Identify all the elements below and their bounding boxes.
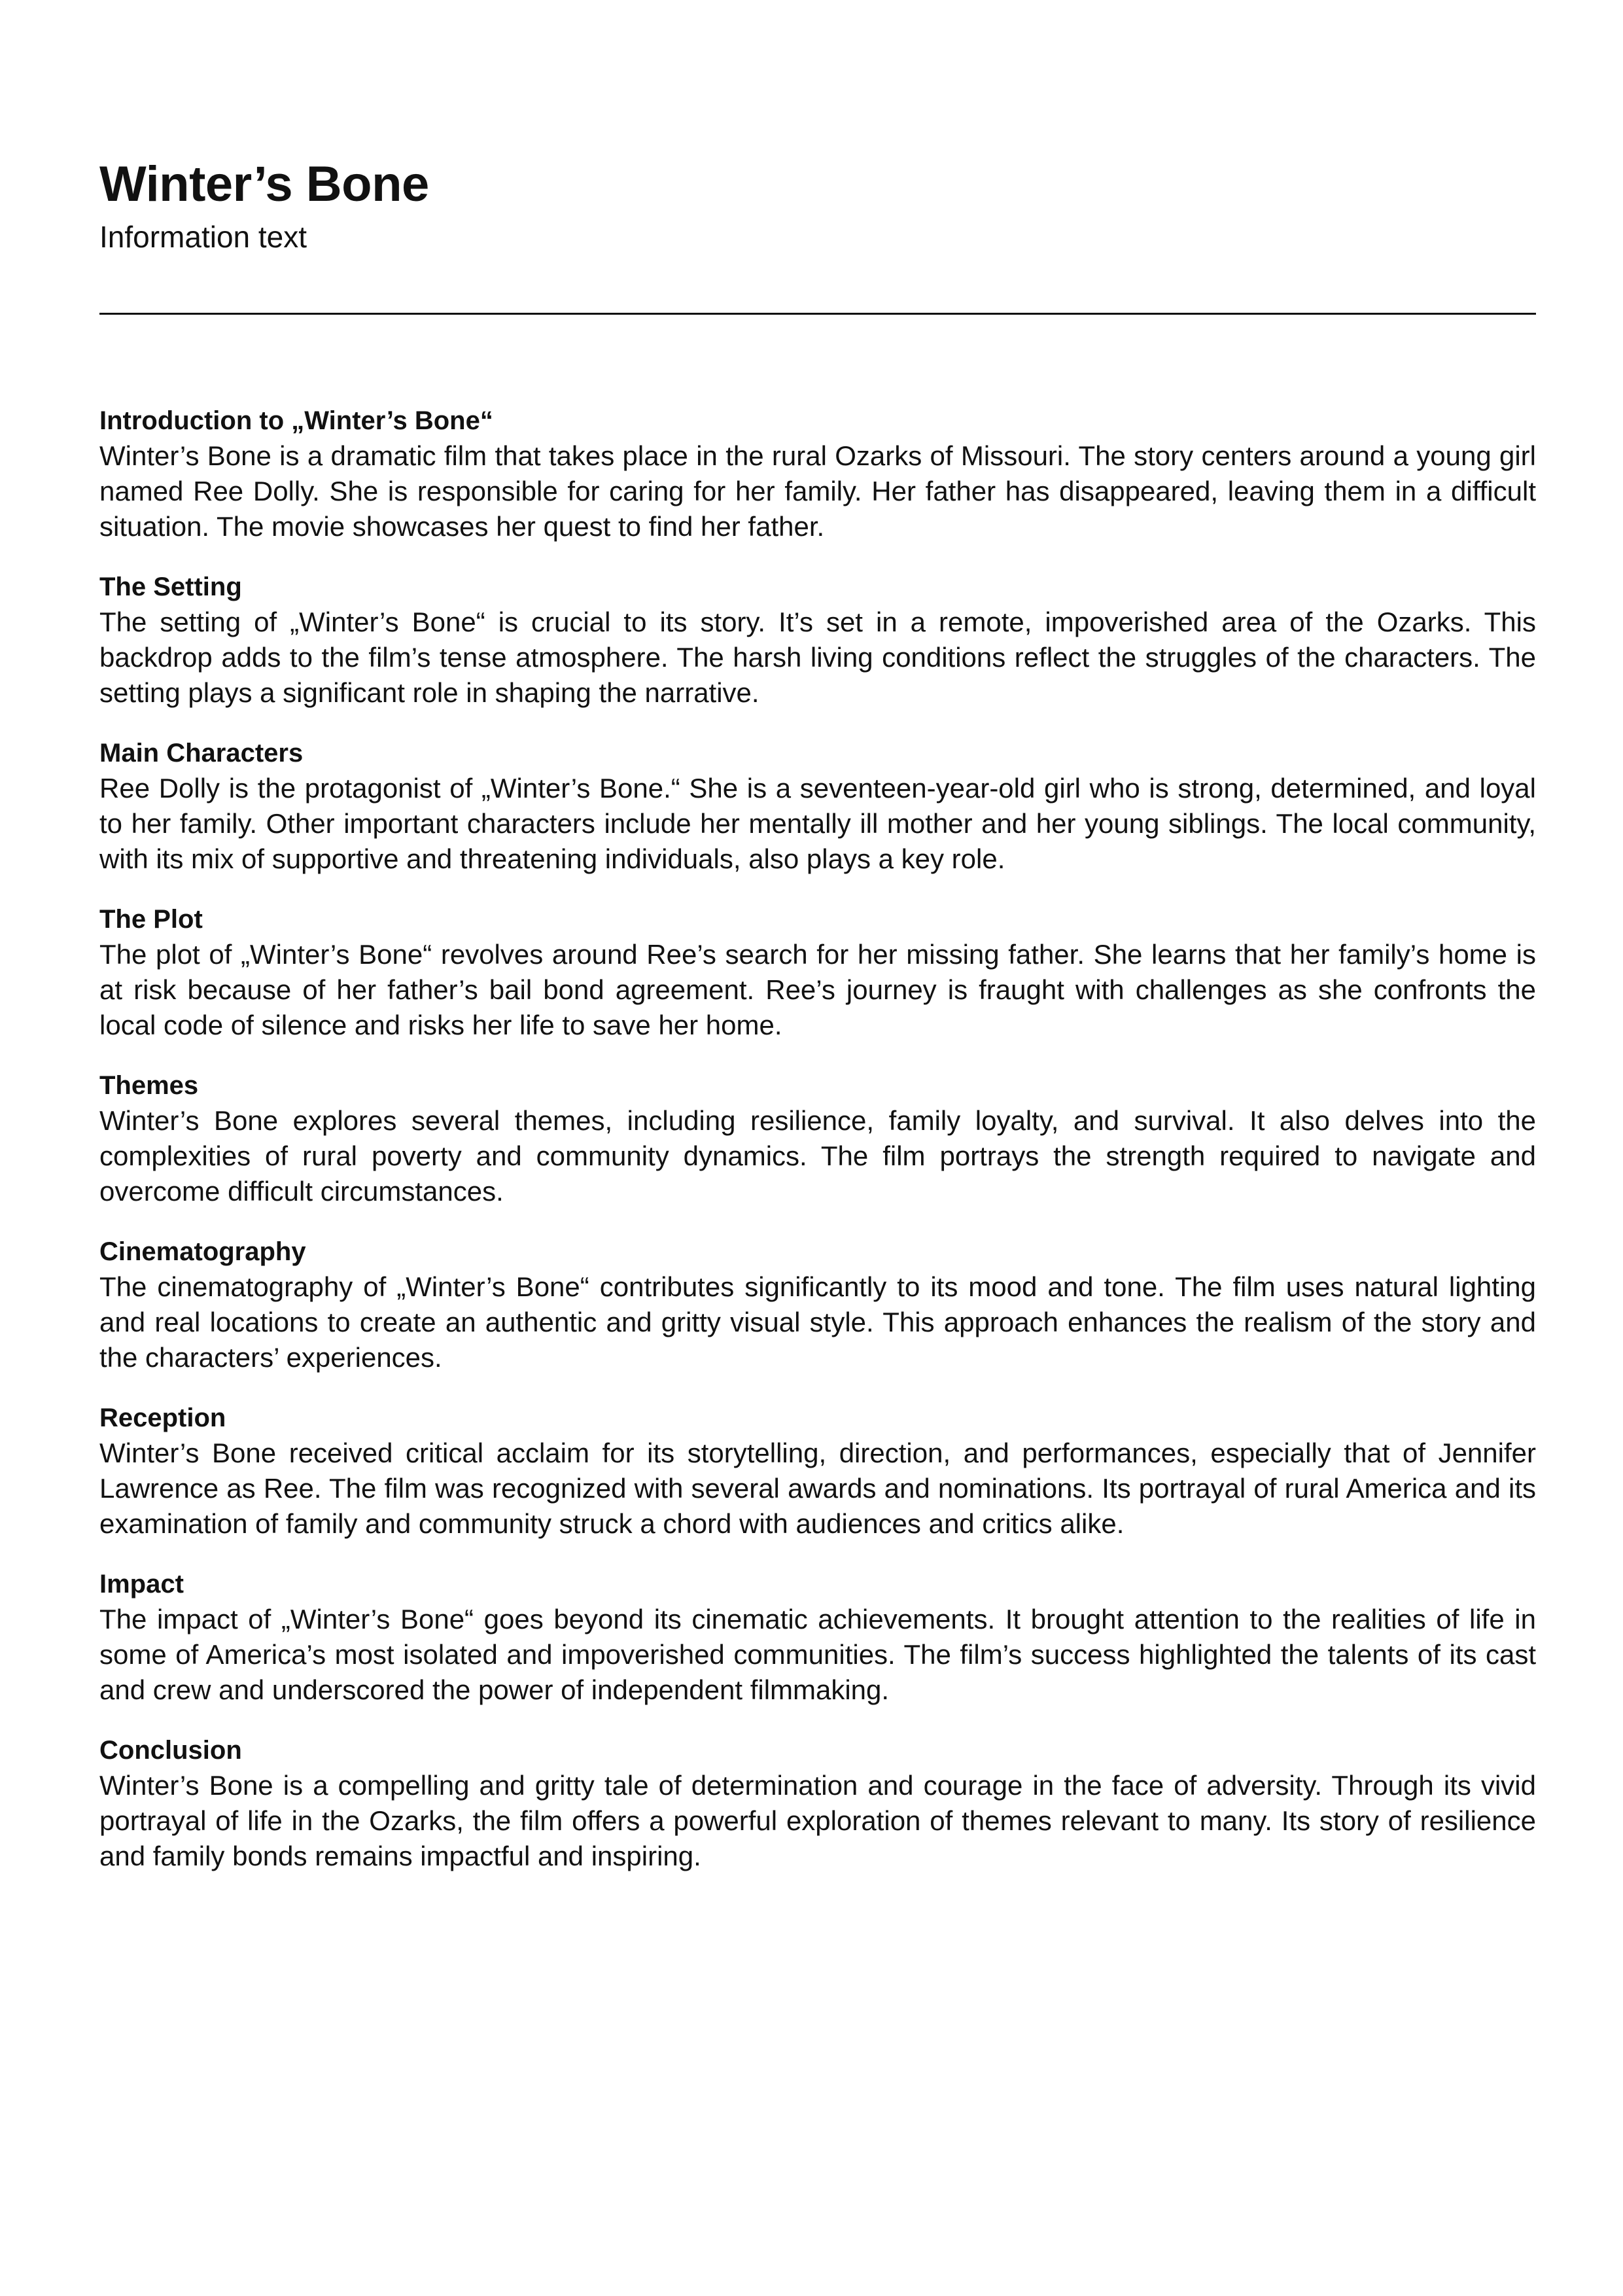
section-heading: Themes	[99, 1071, 199, 1100]
section-body: Winter’s Bone is a dramatic film that takes place in the rural Ozarks of Missouri. The story centers around a young girl named Ree Dolly. She is responsible for caring for her family. Her father has disappeared, leaving them in a difficult situation. The movie showcases her quest to find her father.	[99, 440, 1536, 542]
section-themes	[99, 1068, 1536, 1209]
document-page	[99, 0, 1536, 2296]
section-heading: The Setting	[99, 573, 242, 601]
section-setting	[99, 569, 1536, 711]
header-divider	[99, 313, 1536, 315]
section-body: The cinematography of „Winter’s Bone“ contributes significantly to its mood and tone. The film uses natural lighting and real locations to create an authentic and gritty visual style. This approach enhances the realism of the story and the characters’ experiences.	[99, 1271, 1536, 1373]
section-heading: Impact	[99, 1570, 184, 1598]
section-body: The plot of „Winter’s Bone“ revolves around Ree’s search for her missing father. She learns that her family’s home is at risk because of her father’s bail bond agreement. Ree’s journey is fraught with challenges as she confronts the local code of silence and risks her life to save her home.	[99, 939, 1536, 1040]
document-header	[99, 154, 1536, 255]
section-heading: The Plot	[99, 905, 203, 934]
section-body: Winter’s Bone received critical acclaim for its storytelling, direction, and performances, especially that of Jennifer Lawrence as Ree. The film was recognized with several awards and nominations. Its portrayal of rural America and its examination of family and community struck a chord with audiences and critics alike.	[99, 1438, 1536, 1539]
document-subtitle: Information text	[99, 220, 307, 255]
section-main-characters	[99, 735, 1536, 877]
section-body: Winter’s Bone explores several themes, including resilience, family loyalty, and survival. It also delves into the complexities of rural poverty and community dynamics. The film portrays the strength required to navigate and overcome difficult circumstances.	[99, 1105, 1536, 1207]
section-plot	[99, 902, 1536, 1043]
section-heading: Introduction to „Winter’s Bone“	[99, 406, 493, 435]
section-body: Winter’s Bone is a compelling and gritty tale of determination and courage in the face of adversity. Through its vivid portrayal of life in the Ozarks, the film offers a powerful exploration of themes relevant to many. Its story of resilience and family bonds remains impactful and inspiring.	[99, 1770, 1536, 1871]
section-impact	[99, 1566, 1536, 1708]
section-heading: Cinematography	[99, 1237, 306, 1266]
section-reception	[99, 1400, 1536, 1542]
document-content	[99, 403, 1536, 1899]
section-heading: Conclusion	[99, 1736, 242, 1765]
section-body: Ree Dolly is the protagonist of „Winter’s Bone.“ She is a seventeen-year-old girl who is strong, determined, and loyal to her family. Other important characters include her mentally ill mother and her young siblings. The local community, with its mix of supportive and threatening individuals, also plays a key role.	[99, 773, 1536, 874]
section-heading: Main Characters	[99, 739, 304, 768]
section-introduction	[99, 403, 1536, 544]
section-conclusion	[99, 1733, 1536, 1874]
section-body: The impact of „Winter’s Bone“ goes beyond its cinematic achievements. It brought attention to the realities of life in some of America’s most isolated and impoverished communities. The film’s success highlighted the talents of its cast and crew and underscored the power of independent filmmaking.	[99, 1604, 1536, 1705]
section-heading: Reception	[99, 1404, 226, 1432]
section-body: The setting of „Winter’s Bone“ is crucial to its story. It’s set in a remote, impoverished area of the Ozarks. This backdrop adds to the film’s tense atmosphere. The harsh living conditions reflect the struggles of the characters. The setting plays a significant role in shaping the narrative.	[99, 607, 1536, 708]
document-title: Winter’s Bone	[99, 156, 429, 212]
section-cinematography	[99, 1234, 1536, 1375]
